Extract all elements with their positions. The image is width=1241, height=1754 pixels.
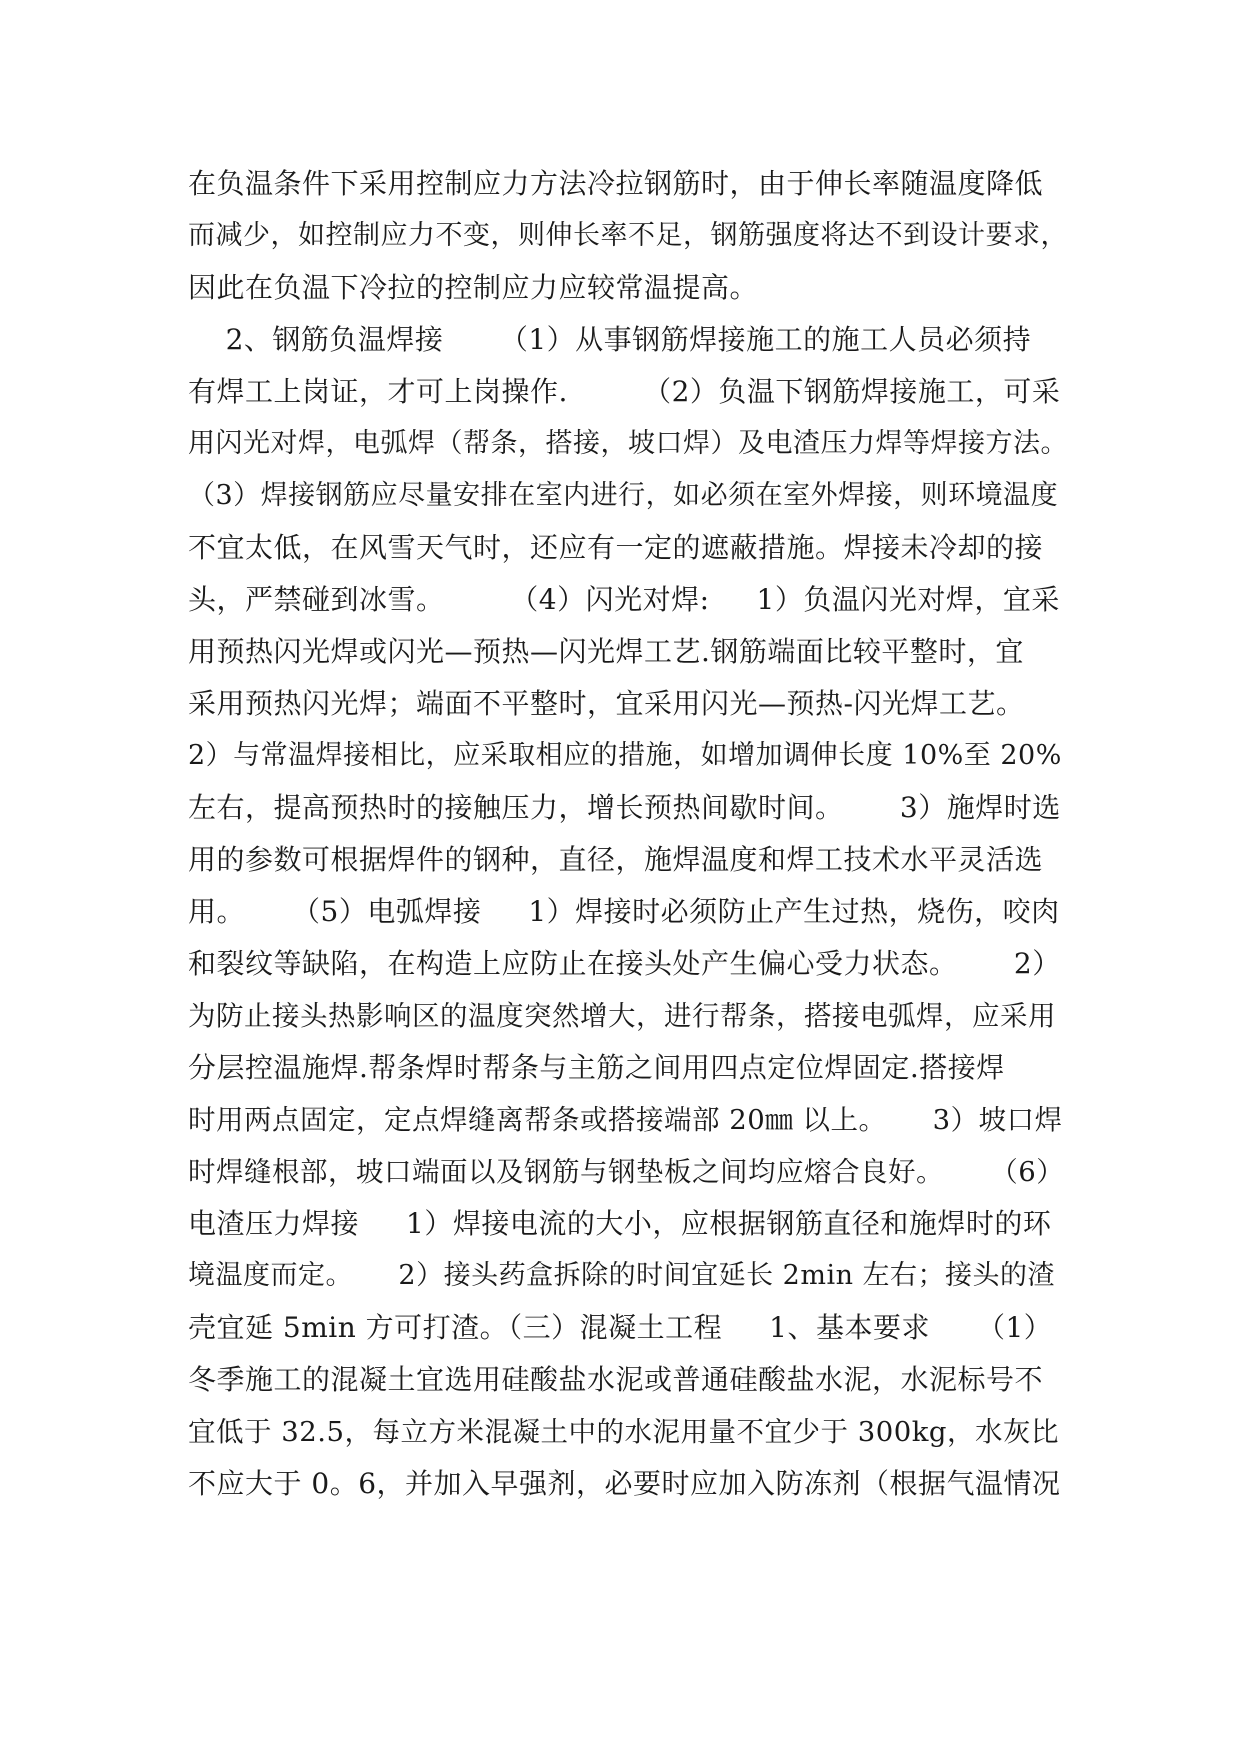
text-line: 不宜太低，在风雪天气时，还应有一定的遮蔽措施。焊接未冷却的接 — [188, 531, 1044, 564]
text-line: 用预热闪光焊或闪光—预热—闪光焊工艺.钢筋端面比较平整时，宜 — [188, 635, 1024, 668]
text-line: 时用两点固定，定点焊缝离帮条或搭接端部 20㎜ 以上。 3）坡口焊 — [188, 1104, 1063, 1136]
body-text — [188, 158, 1068, 1510]
text-line: 因此在负温下冷拉的控制应力应较常温提高。 — [188, 271, 759, 304]
text-line: 左右，提高预热时的接触压力，增长预热间歇时间。 3）施焊时选 — [188, 791, 1061, 824]
text-line: 冬季施工的混凝土宜选用硅酸盐水泥或普通硅酸盐水泥，水泥标号不 — [188, 1363, 1044, 1396]
text-line: 头，严禁碰到冰雪。 （4）闪光对焊: 1）负温闪光对焊，宜采 — [188, 583, 1060, 616]
text-line: 有焊工上岗证，才可上岗操作. （2）负温下钢筋焊接施工，可采 — [188, 375, 1061, 408]
text-line: 用的参数可根据焊件的钢种，直径，施焊温度和焊工技术水平灵活选 — [188, 843, 1044, 876]
text-line: 在负温条件下采用控制应力方法冷拉钢筋时，由于伸长率随温度降低 — [188, 167, 1044, 200]
text-line: 不应大于 0。6，并加入早强剂，必要时应加入防冻剂（根据气温情况 — [188, 1467, 1061, 1500]
text-line: 2、钢筋负温焊接 （1）从事钢筋焊接施工的施工人员必须持 — [188, 323, 1032, 356]
text-line: 用闪光对焊，电弧焊（帮条，搭接，坡口焊）及电渣压力焊等焊接方法。 — [188, 428, 1068, 459]
text-line: 用。 （5）电弧焊接 1）焊接时必须防止产生过热，烧伤，咬肉 — [188, 895, 1060, 928]
text-line: 电渣压力焊接 1）焊接电流的大小，应根据钢筋直径和施焊时的环 — [188, 1207, 1052, 1240]
text-line: 2）与常温焊接相比，应采取相应的措施，如增加调伸长度 10%至 20% — [188, 740, 1062, 771]
text-line: 宜低于 32.5，每立方米混凝土中的水泥用量不宜少于 300kg，水灰比 — [188, 1416, 1059, 1448]
text-line: 和裂纹等缺陷，在构造上应防止在接头处产生偏心受力状态。 2） — [188, 947, 1061, 980]
text-line: （3）焊接钢筋应尽量安排在室内进行，如必须在室外焊接，则环境温度 — [188, 480, 1059, 511]
text-line: 境温度而定。 2）接头药盒拆除的时间宜延长 2min 左右；接头的渣 — [188, 1260, 1056, 1291]
text-line: 分层控温施焊.帮条焊时帮条与主筋之间用四点定位焊固定.搭接焊 — [188, 1051, 1005, 1084]
text-line: 而减少，如控制应力不变，则伸长率不足，钢筋强度将达不到设计要求， — [188, 220, 1068, 251]
text-line: 为防止接头热影响区的温度突然增大，进行帮条，搭接电弧焊，应采用 — [188, 1000, 1056, 1032]
text-line: 采用预热闪光焊；端面不平整时，宜采用闪光—预热-闪光焊工艺。 — [188, 687, 1025, 720]
text-line: 时焊缝根部，坡口端面以及钢筋与钢垫板之间均应熔合良好。 （6） — [188, 1156, 1065, 1188]
text-line: 壳宜延 5min 方可打渣。（三）混凝土工程 1、基本要求 （1） — [188, 1311, 1053, 1344]
